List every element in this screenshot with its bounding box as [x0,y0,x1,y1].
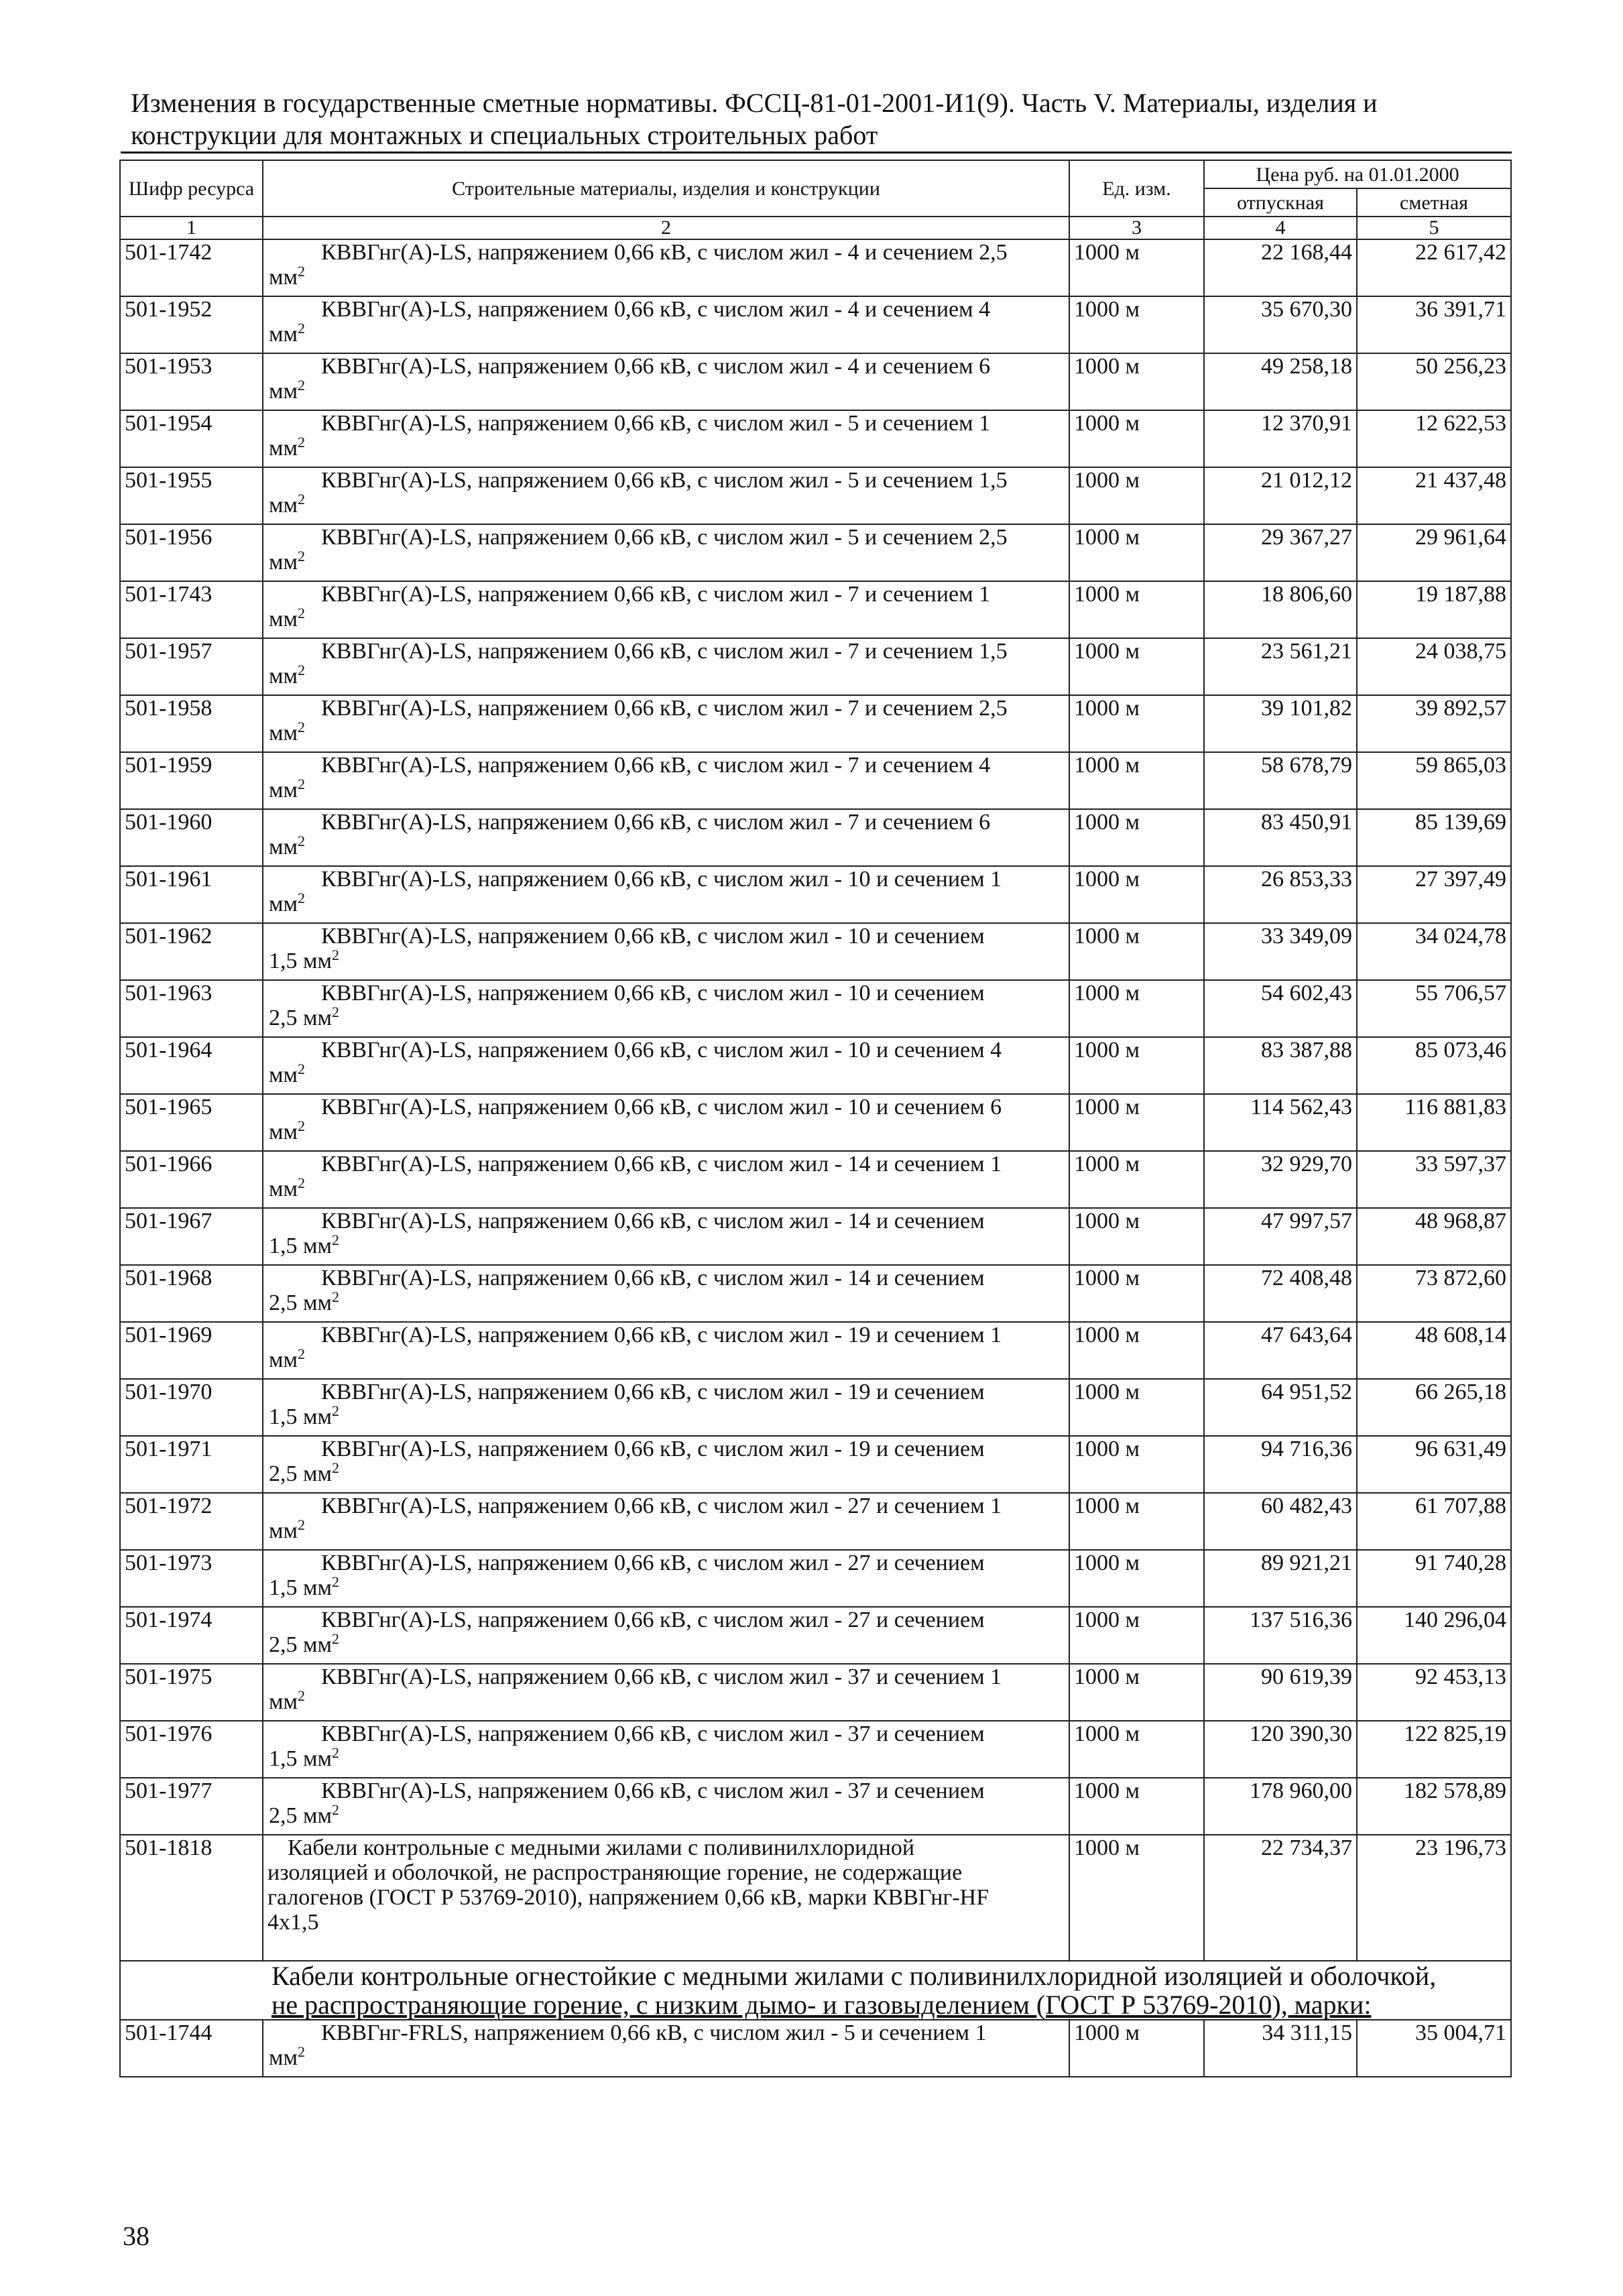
table-row [120,1721,1511,1778]
estimate-price: 27 397,49 [1357,866,1511,923]
col-header-estimate: сметная [1357,188,1511,217]
description-line: КВВГнг(A)-LS, напряжением 0,66 кВ, с числом жил - 7 и сечением 4 [321,753,991,778]
description-line-2: $мм^2$ [269,833,306,859]
description-line: КВВГнг(A)-LS, напряжением 0,66 кВ, с числом жил - 5 и сечением 1 [321,411,991,436]
resource-description [263,752,1069,809]
resource-description [263,467,1069,524]
release-price: 22 734,37 [1204,1835,1357,1961]
resource-code: 501-1962 [120,923,263,980]
table-row [120,2020,1511,2077]
table-row [120,410,1511,467]
description-line: КВВГнг(A)-LS, напряжением 0,66 кВ, с числом жил - 27 и сечением [321,1608,985,1632]
resource-description [263,1322,1069,1379]
release-price: 21 012,12 [1204,467,1357,524]
resource-code: 501-1742 [120,239,263,296]
resource-code: 501-1952 [120,296,263,353]
resource-code: 501-1963 [120,980,263,1037]
resource-code: 501-1953 [120,353,263,410]
resource-description [263,980,1069,1037]
table-row [120,353,1511,410]
unit-cell: 1000 м [1069,1778,1204,1835]
resource-code: 501-1975 [120,1664,263,1721]
col-number: 4 [1204,217,1357,239]
table-row [120,467,1511,524]
resource-code: 501-1966 [120,1151,263,1208]
group-heading-line: не распространяющие горение, с низким дымо- и газовыделением (ГОСТ Р 53769-2010), марки: [272,1990,1372,2020]
resource-description [263,1208,1069,1265]
col-header-code: Шифр ресурса [120,160,263,217]
resource-description [263,1037,1069,1094]
resource-table [119,160,1512,2077]
table-row [120,866,1511,923]
estimate-price: 50 256,23 [1357,353,1511,410]
release-price: 137 516,36 [1204,1607,1357,1664]
estimate-price: 33 597,37 [1357,1151,1511,1208]
estimate-price: 24 038,75 [1357,638,1511,695]
release-price: 35 670,30 [1204,296,1357,353]
resource-description [263,581,1069,638]
resource-description [263,1151,1069,1208]
unit-cell: 1000 м [1069,410,1204,467]
estimate-price: 140 296,04 [1357,1607,1511,1664]
table-row [120,1664,1511,1721]
estimate-price: 85 073,46 [1357,1037,1511,1094]
unit-cell: 1000 м [1069,1835,1204,1961]
estimate-price: 92 453,13 [1357,1664,1511,1721]
description-line-2: 1,5 $мм^2$ [269,1402,340,1429]
release-price: 94 716,36 [1204,1436,1357,1493]
resource-description [263,638,1069,695]
description-line: КВВГнг(A)-LS, напряжением 0,66 кВ, с числом жил - 10 и сечением [321,981,985,1006]
release-price: 47 643,64 [1204,1322,1357,1379]
unit-cell: 1000 м [1069,239,1204,296]
description-line: КВВГнг(A)-LS, напряжением 0,66 кВ, с числом жил - 19 и сечением 1 [321,1323,1002,1347]
unit-cell: 1000 м [1069,638,1204,695]
estimate-price: 96 631,49 [1357,1436,1511,1493]
resource-code: 501-1818 [120,1835,263,1961]
description-line: КВВГнг(A)-LS, напряжением 0,66 кВ, с числом жил - 7 и сечением 1 [321,582,991,607]
unit-cell: 1000 м [1069,296,1204,353]
estimate-price: 91 740,28 [1357,1550,1511,1607]
resource-code: 501-1954 [120,410,263,467]
document-header [131,87,1485,152]
description-line-2: $мм^2$ [269,1687,306,1714]
resource-description [263,1379,1069,1436]
estimate-price: 55 706,57 [1357,980,1511,1037]
estimate-price: 39 892,57 [1357,695,1511,752]
col-header-price: Цена руб. на 01.01.2000 [1204,160,1511,188]
unit-cell: 1000 м [1069,524,1204,581]
resource-code: 501-1976 [120,1721,263,1778]
resource-description [263,1664,1069,1721]
description-line-2: $мм^2$ [269,890,306,916]
table-row [120,809,1511,866]
estimate-price: 23 196,73 [1357,1835,1511,1961]
group-heading [120,1961,1511,2020]
resource-description [263,296,1069,353]
unit-cell: 1000 м [1069,1607,1204,1664]
unit-cell: 1000 м [1069,1151,1204,1208]
estimate-price: 19 187,88 [1357,581,1511,638]
description-line: КВВГнг(A)-LS, напряжением 0,66 кВ, с числом жил - 10 и сечением 1 [321,867,1002,892]
description-line-2: $мм^2$ [269,263,306,290]
resource-description [263,695,1069,752]
release-price: 64 951,52 [1204,1379,1357,1436]
description-line: КВВГнг(A)-LS, напряжением 0,66 кВ, с числом жил - 7 и сечением 1,5 [321,639,1008,664]
table-row [120,923,1511,980]
resource-description [263,1607,1069,1664]
col-header-release: отпускная [1204,188,1357,217]
estimate-price: 85 139,69 [1357,809,1511,866]
unit-cell: 1000 м [1069,1664,1204,1721]
table-row [120,581,1511,638]
resource-description [263,239,1069,296]
col-number: 3 [1069,217,1204,239]
unit-cell: 1000 м [1069,866,1204,923]
unit-cell: 1000 м [1069,1322,1204,1379]
resource-description [263,1550,1069,1607]
description-line-2: 1,5 $мм^2$ [269,1744,340,1771]
description-line: КВВГнг(A)-LS, напряжением 0,66 кВ, с числом жил - 19 и сечением [321,1380,985,1404]
release-price: 83 450,91 [1204,809,1357,866]
col-header-unit: Ед. изм. [1069,160,1204,217]
estimate-price: 48 968,87 [1357,1208,1511,1265]
unit-cell: 1000 м [1069,809,1204,866]
description-line: КВВГнг(A)-LS, напряжением 0,66 кВ, с числом жил - 10 и сечением [321,924,985,949]
resource-code: 501-1959 [120,752,263,809]
estimate-price: 34 024,78 [1357,923,1511,980]
estimate-price: 66 265,18 [1357,1379,1511,1436]
release-price: 120 390,30 [1204,1721,1357,1778]
description-line-2: $мм^2$ [269,719,306,745]
description-line-2: $мм^2$ [269,776,306,802]
table-row [120,1322,1511,1379]
description-line-2: 1,5 $мм^2$ [269,947,340,973]
description-line: КВВГнг(A)-LS, напряжением 0,66 кВ, с числом жил - 5 и сечением 2,5 [321,525,1008,550]
description-line: КВВГнг(A)-LS, напряжением 0,66 кВ, с числом жил - 4 и сечением 4 [321,297,991,322]
unit-cell: 1000 м [1069,1493,1204,1550]
unit-cell: 1000 м [1069,1379,1204,1436]
release-price: 33 349,09 [1204,923,1357,980]
col-number: 1 [120,217,263,239]
table-row [120,1037,1511,1094]
resource-description [263,2020,1069,2077]
release-price: 60 482,43 [1204,1493,1357,1550]
description-line: 4x1,5 [267,1910,319,1935]
description-line-2: $мм^2$ [269,605,306,631]
description-line-2: $мм^2$ [269,548,306,575]
estimate-price: 122 825,19 [1357,1721,1511,1778]
estimate-price: 12 622,53 [1357,410,1511,467]
release-price: 54 602,43 [1204,980,1357,1037]
release-price: 47 997,57 [1204,1208,1357,1265]
resource-code: 501-1958 [120,695,263,752]
resource-description [263,1835,1069,1961]
release-price: 114 562,43 [1204,1094,1357,1151]
unit-cell: 1000 м [1069,581,1204,638]
release-price: 90 619,39 [1204,1664,1357,1721]
unit-cell: 1000 м [1069,2020,1204,2077]
col-number: 2 [263,217,1069,239]
table-row [120,1208,1511,1265]
resource-code: 501-1744 [120,2020,263,2077]
resource-description [263,923,1069,980]
release-price: 29 367,27 [1204,524,1357,581]
release-price: 18 806,60 [1204,581,1357,638]
table-row [120,638,1511,695]
resource-description [263,1436,1069,1493]
description-line: КВВГнг(A)-LS, напряжением 0,66 кВ, с числом жил - 19 и сечением [321,1437,985,1461]
group-heading-row [120,1961,1511,2020]
page-number: 38 [123,2221,149,2251]
resource-code: 501-1743 [120,581,263,638]
resource-code: 501-1960 [120,809,263,866]
resource-code: 501-1965 [120,1094,263,1151]
description-line: Кабели контрольные с медными жилами с поливинилхлоридной [288,1835,915,1860]
resource-code: 501-1967 [120,1208,263,1265]
description-line-2: $мм^2$ [269,320,306,347]
description-line: КВВГнг(A)-LS, напряжением 0,66 кВ, с числом жил - 10 и сечением 6 [321,1095,1002,1120]
table-row [120,1379,1511,1436]
table-row [120,1607,1511,1664]
description-line-2: 2,5 $мм^2$ [269,1288,340,1315]
description-line: КВВГнг(A)-LS, напряжением 0,66 кВ, с числом жил - 4 и сечением 6 [321,354,991,379]
description-line-2: $мм^2$ [269,662,306,688]
header-line-1: Изменения в государственные сметные нормативы. ФССЦ-81-01-2001-И1(9). Часть V. Материалы, изделия и [131,88,1378,118]
estimate-price: 182 578,89 [1357,1778,1511,1835]
description-line: КВВГнг(A)-LS, напряжением 0,66 кВ, с числом жил - 27 и сечением 1 [321,1494,1002,1518]
release-price: 26 853,33 [1204,866,1357,923]
description-line: КВВГнг(A)-LS, напряжением 0,66 кВ, с числом жил - 5 и сечением 1,5 [321,468,1008,493]
table-row [120,980,1511,1037]
description-line-2: $мм^2$ [269,1174,306,1201]
description-line: галогенов (ГОСТ Р 53769-2010), напряжением 0,66 кВ, марки КВВГнг-HF [267,1885,989,1910]
estimate-price: 61 707,88 [1357,1493,1511,1550]
table-row [120,239,1511,296]
unit-cell: 1000 м [1069,1037,1204,1094]
table-row [120,1550,1511,1607]
resource-code: 501-1974 [120,1607,263,1664]
release-price: 49 258,18 [1204,353,1357,410]
table-body [120,239,1511,2077]
table-row [120,1493,1511,1550]
resource-description [263,1265,1069,1322]
description-line: КВВГнг(A)-LS, напряжением 0,66 кВ, с числом жил - 37 и сечением [321,1778,985,1803]
unit-cell: 1000 м [1069,1265,1204,1322]
table-row [120,1151,1511,1208]
description-line: КВВГнг(A)-LS, напряжением 0,66 кВ, с числом жил - 14 и сечением [321,1266,985,1290]
description-line: КВВГнг(A)-LS, напряжением 0,66 кВ, с числом жил - 7 и сечением 6 [321,810,991,835]
description-line-2: 2,5 $мм^2$ [269,1630,340,1657]
description-line: КВВГнг(A)-LS, напряжением 0,66 кВ, с числом жил - 27 и сечением [321,1551,985,1575]
description-line-2: 1,5 $мм^2$ [269,1573,340,1600]
unit-cell: 1000 м [1069,695,1204,752]
release-price: 178 960,00 [1204,1778,1357,1835]
release-price: 83 387,88 [1204,1037,1357,1094]
estimate-price: 21 437,48 [1357,467,1511,524]
description-line-2: $мм^2$ [269,377,306,404]
description-line: КВВГнг(A)-LS, напряжением 0,66 кВ, с числом жил - 37 и сечением [321,1721,985,1746]
table-row [120,1265,1511,1322]
resource-code: 501-1969 [120,1322,263,1379]
resource-code: 501-1961 [120,866,263,923]
table-row [120,524,1511,581]
description-line: КВВГнг(A)-LS, напряжением 0,66 кВ, с числом жил - 4 и сечением 2,5 [321,240,1008,265]
resource-code: 501-1971 [120,1436,263,1493]
description-line: КВВГнг(A)-LS, напряжением 0,66 кВ, с числом жил - 7 и сечением 2,5 [321,696,1008,721]
resource-description [263,353,1069,410]
release-price: 23 561,21 [1204,638,1357,695]
header-rule [121,152,1512,154]
resource-code: 501-1968 [120,1265,263,1322]
table-row [120,1778,1511,1835]
description-line: изоляцией и оболочкой, не распространяющие горение, не содержащие [267,1860,963,1885]
release-price: 39 101,82 [1204,695,1357,752]
unit-cell: 1000 м [1069,752,1204,809]
description-line: КВВГнг(A)-LS, напряжением 0,66 кВ, с числом жил - 10 и сечением 4 [321,1038,1002,1063]
resource-description [263,410,1069,467]
estimate-price: 22 617,42 [1357,239,1511,296]
unit-cell: 1000 м [1069,1094,1204,1151]
estimate-price: 59 865,03 [1357,752,1511,809]
table-row [120,695,1511,752]
description-line-2: 2,5 $мм^2$ [269,1004,340,1030]
resource-code: 501-1977 [120,1778,263,1835]
unit-cell: 1000 м [1069,980,1204,1037]
estimate-price: 73 872,60 [1357,1265,1511,1322]
description-line-2: $мм^2$ [269,1061,306,1087]
group-heading-line: Кабели контрольные огнестойкие с медными жилами с поливинилхлоридной изоляцией и оболочкой, [272,1961,1437,1991]
table-row [120,752,1511,809]
description-line: КВВГнг(A)-LS, напряжением 0,66 кВ, с числом жил - 37 и сечением 1 [321,1665,1002,1689]
resource-code: 501-1964 [120,1037,263,1094]
estimate-price: 35 004,71 [1357,2020,1511,2077]
release-price: 12 370,91 [1204,410,1357,467]
table-row [120,1436,1511,1493]
description-line: КВВГнг(A)-LS, напряжением 0,66 кВ, с числом жил - 14 и сечением [321,1209,985,1233]
unit-cell: 1000 м [1069,1550,1204,1607]
col-header-name: Строительные материалы, изделия и конструкции [263,160,1069,217]
resource-description [263,1721,1069,1778]
resource-description [263,524,1069,581]
resource-description [263,1778,1069,1835]
release-price: 22 168,44 [1204,239,1357,296]
resource-code: 501-1972 [120,1493,263,1550]
release-price: 32 929,70 [1204,1151,1357,1208]
table-row [120,296,1511,353]
col-number: 5 [1357,217,1511,239]
estimate-price: 116 881,83 [1357,1094,1511,1151]
resource-code: 501-1957 [120,638,263,695]
description-line-2: 2,5 $мм^2$ [269,1459,340,1486]
resource-code: 501-1970 [120,1379,263,1436]
release-price: 58 678,79 [1204,752,1357,809]
unit-cell: 1000 м [1069,923,1204,980]
header-line-2: конструкции для монтажных и специальных строительных работ [131,120,878,150]
description-line-2: $мм^2$ [269,1117,306,1144]
unit-cell: 1000 м [1069,1721,1204,1778]
release-price: 89 921,21 [1204,1550,1357,1607]
unit-cell: 1000 м [1069,1208,1204,1265]
description-line-2: $мм^2$ [269,491,306,518]
description-line-2: 2,5 $мм^2$ [269,1801,340,1828]
table-row [120,1835,1511,1961]
unit-cell: 1000 м [1069,467,1204,524]
description-line: КВВГнг(A)-LS, напряжением 0,66 кВ, с числом жил - 14 и сечением 1 [321,1152,1002,1176]
resource-description [263,1493,1069,1550]
estimate-price: 36 391,71 [1357,296,1511,353]
description-line-2: $мм^2$ [269,434,306,461]
release-price: 72 408,48 [1204,1265,1357,1322]
resource-description [263,1094,1069,1151]
table-row [120,1094,1511,1151]
resource-code: 501-1973 [120,1550,263,1607]
resource-code: 501-1955 [120,467,263,524]
resource-code: 501-1956 [120,524,263,581]
description-line-2: 1,5 $мм^2$ [269,1231,340,1258]
description-line-2: $мм^2$ [269,1516,306,1543]
resource-description [263,809,1069,866]
unit-mm2: $мм^2$ [269,2043,306,2070]
estimate-price: 48 608,14 [1357,1322,1511,1379]
resource-description [263,866,1069,923]
description-line: КВВГнг-FRLS, напряжением 0,66 кВ, с числом жил - 5 и сечением 1 [321,2020,987,2045]
unit-cell: 1000 м [1069,1436,1204,1493]
estimate-price: 29 961,64 [1357,524,1511,581]
description-line-2: $мм^2$ [269,1345,306,1372]
release-price: 34 311,15 [1204,2020,1357,2077]
unit-cell: 1000 м [1069,353,1204,410]
